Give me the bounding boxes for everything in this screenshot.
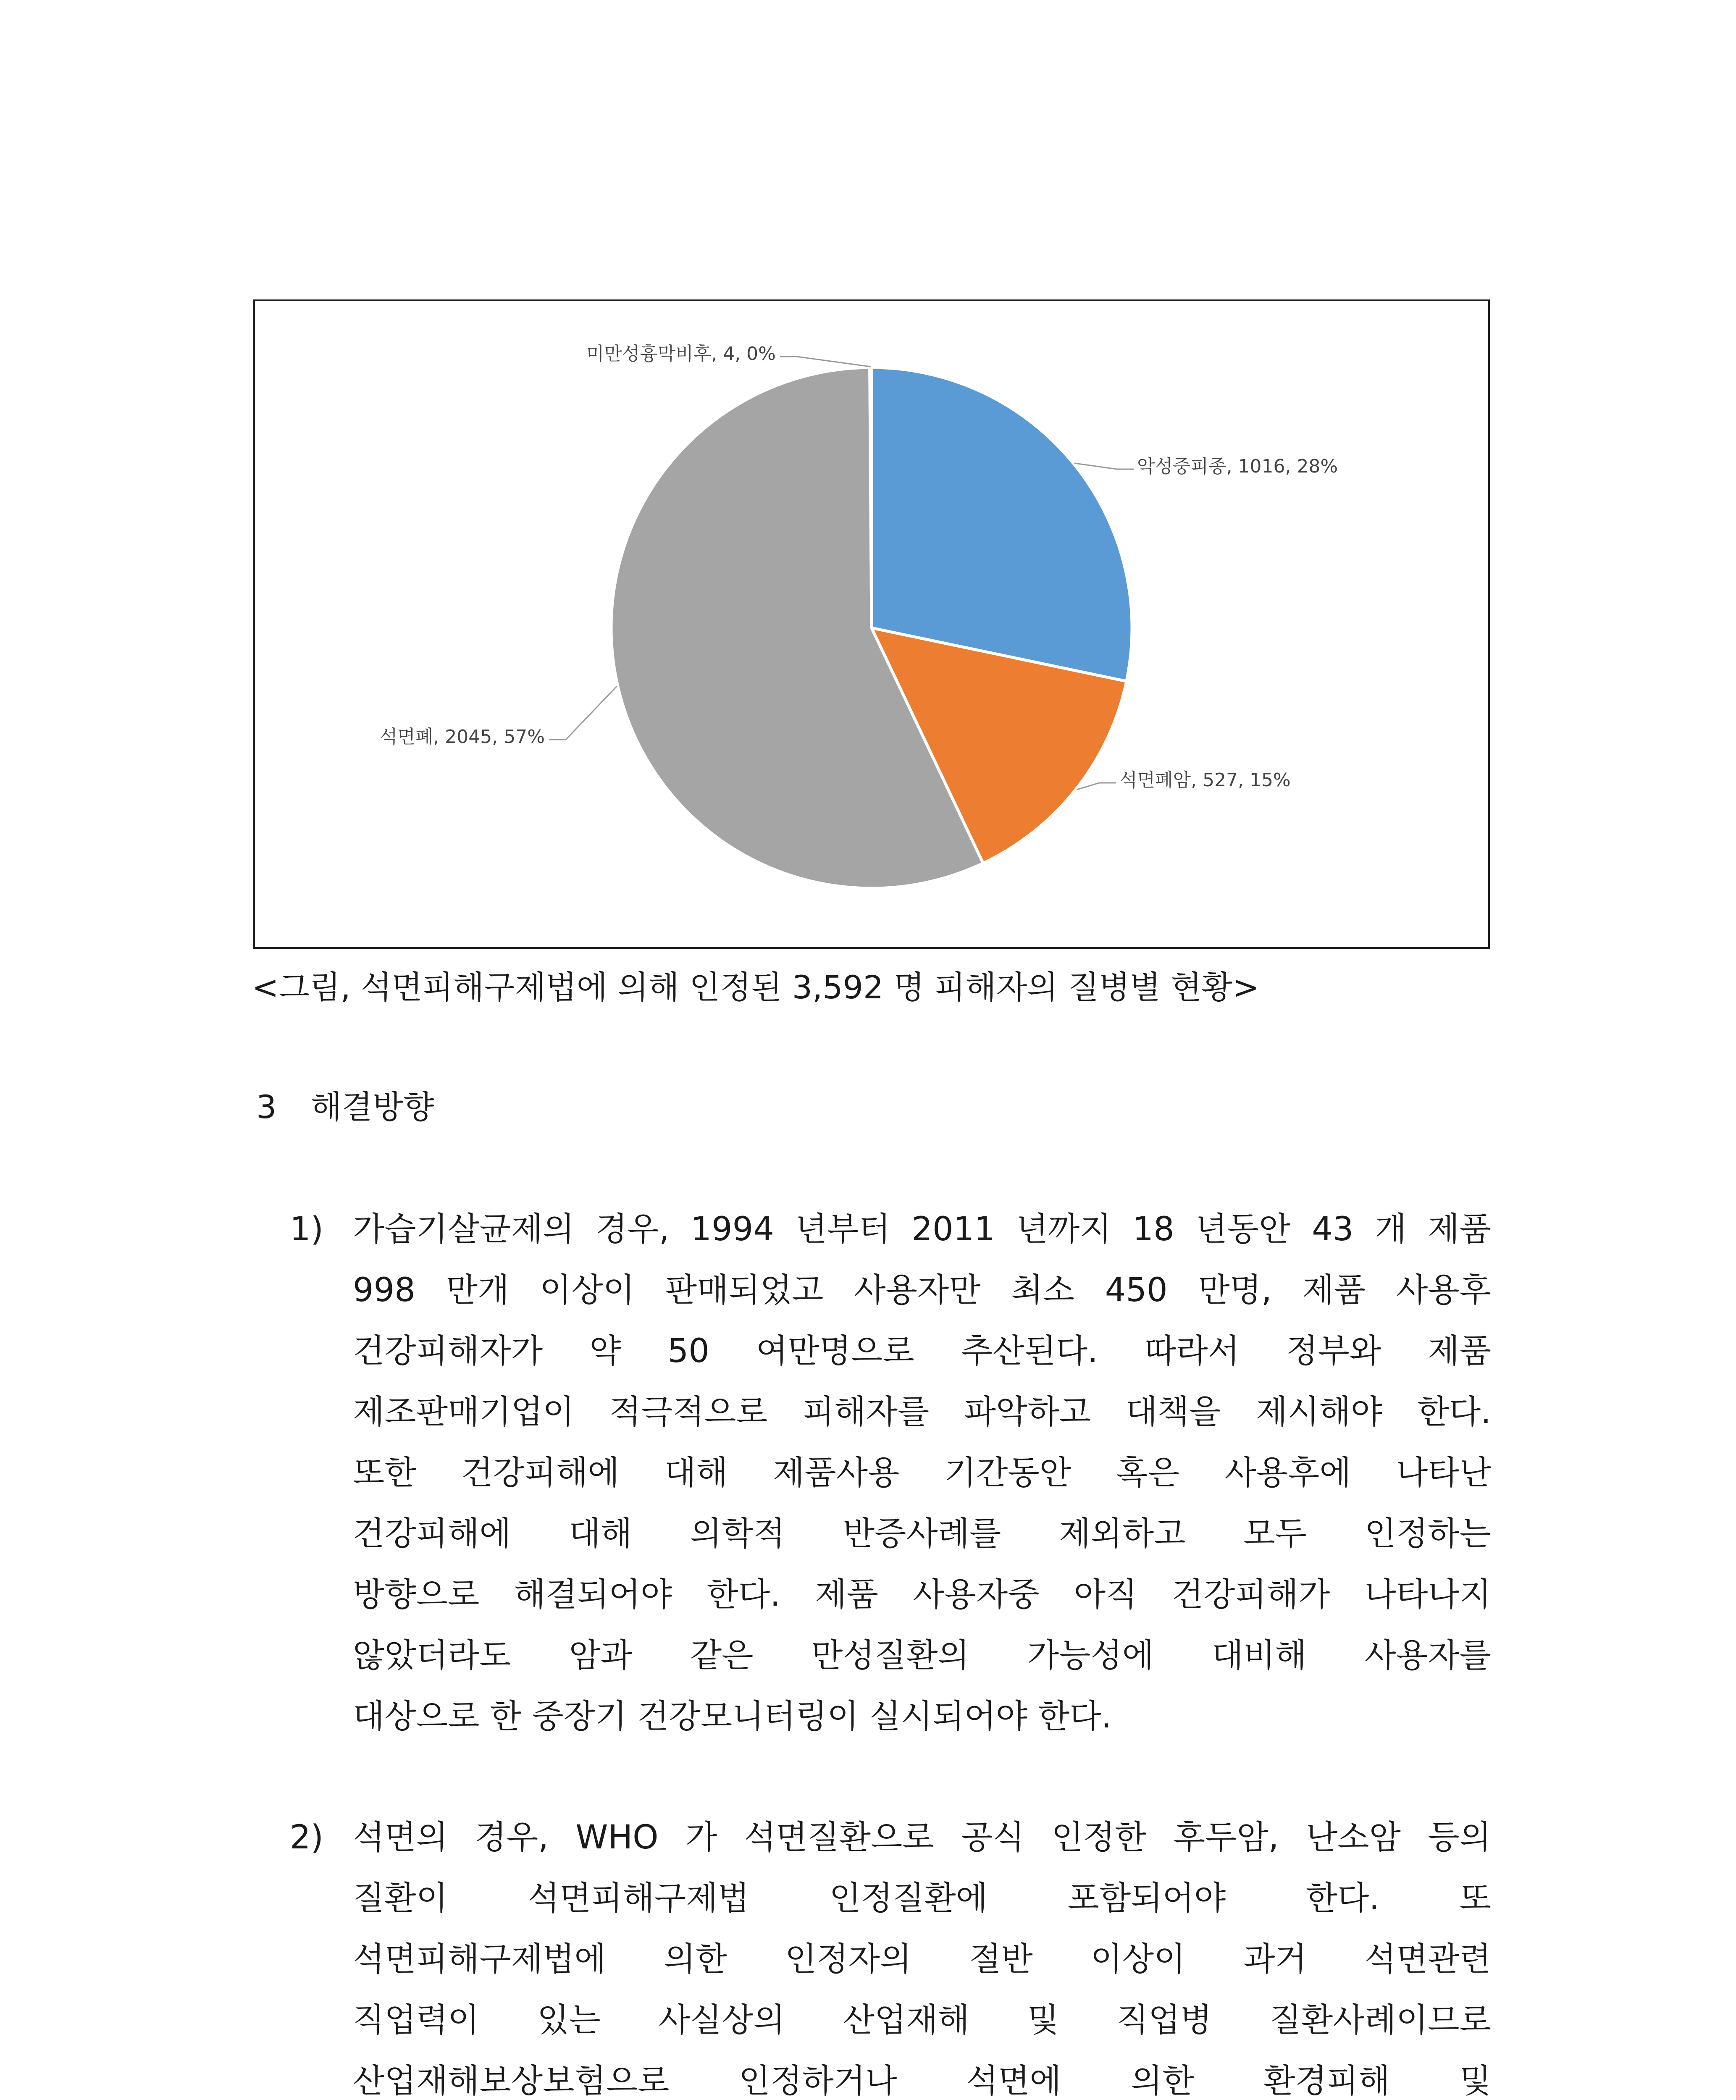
leader-line xyxy=(1074,463,1134,469)
chart-frame xyxy=(253,299,1490,949)
section-heading xyxy=(256,1082,434,1127)
data-label: 악성중피종, 1016, 28% xyxy=(1137,456,1338,477)
pie-slice-악성중피종 xyxy=(872,368,1132,681)
text-line: 않았더라도 암과 같은 만성질환의 가능성에 대비해 사용자를 xyxy=(353,1637,1491,1675)
list-item xyxy=(290,1199,1500,1747)
list-item xyxy=(290,1807,1500,2100)
text-line: 산업재해보상보험으로 인정하거나 석면에 의한 환경피해 및 xyxy=(353,2062,1491,2100)
list-marker: 1) xyxy=(290,1210,324,1248)
text-line: 또한 건강피해에 대해 제품사용 기간동안 혹은 사용후에 나타난 xyxy=(353,1454,1491,1492)
data-label: 미만성흉막비후, 4, 0% xyxy=(586,343,776,365)
data-label: 석면폐암, 527, 15% xyxy=(1119,769,1291,791)
section-title: 해결방향 xyxy=(311,1088,434,1126)
text-line: 가습기살균제의 경우, 1994 년부터 2011 년까지 18 년동안 43 개 제품 xyxy=(353,1210,1491,1248)
section-number: 3 xyxy=(256,1088,277,1126)
text-line: 대상으로 한 중장기 건강모니터링이 실시되어야 한다. xyxy=(353,1698,1112,1735)
leader-line xyxy=(1077,783,1116,790)
figure-caption: <그림, 석면피해구제법에 의해 인정된 3,592 명 피해자의 질병별 현황> xyxy=(252,969,1259,1006)
text-line: 998 만개 이상이 판매되었고 사용자만 최소 450 만명, 제품 사용후 xyxy=(353,1271,1491,1309)
leader-line xyxy=(780,357,871,367)
text-line: 석면의 경우, WHO 가 석면질환으로 공식 인정한 후두암, 난소암 등의 xyxy=(353,1819,1491,1856)
text-line: 직업력이 있는 사실상의 산업재해 및 직업병 질환사례이므로 xyxy=(353,2001,1491,2039)
text-line: 제조판매기업이 적극적으로 피해자를 파악하고 대책을 제시해야 한다. xyxy=(353,1393,1491,1431)
list-marker: 2) xyxy=(290,1819,324,1856)
pie-slice-미만성흉막비후 xyxy=(870,368,872,628)
text-line: 방향으로 해결되어야 한다. 제품 사용자중 아직 건강피해가 나타나지 xyxy=(353,1576,1491,1614)
text-line: 질환이 석면피해구제법 인정질환에 포함되어야 한다. 또 xyxy=(353,1880,1491,1917)
text-line: 건강피해자가 약 50 여만명으로 추산된다. 따라서 정부와 제품 xyxy=(353,1332,1491,1370)
pie-chart xyxy=(255,301,1488,947)
text-line: 건강피해에 대해 의학적 반증사례를 제외하고 모두 인정하는 xyxy=(353,1515,1491,1553)
text-line: 석면피해구제법에 의한 인정자의 절반 이상이 과거 석면관련 xyxy=(353,1940,1491,1978)
leader-line xyxy=(549,686,617,740)
data-label: 석면폐, 2045, 57% xyxy=(379,726,545,748)
